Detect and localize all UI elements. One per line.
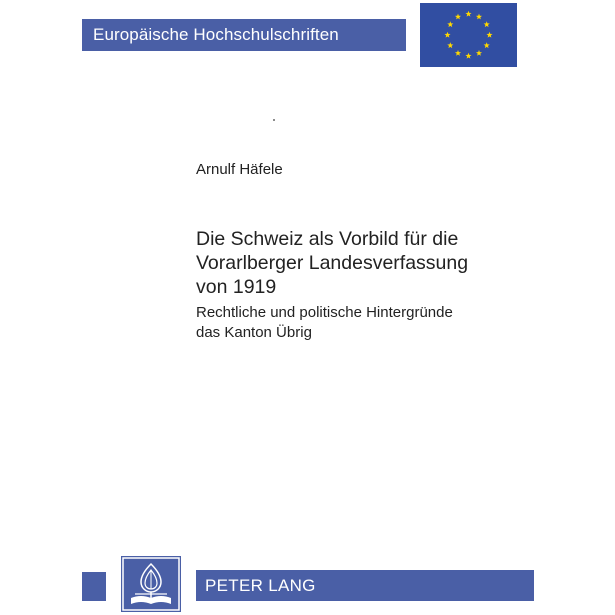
publisher-logo (121, 556, 181, 612)
author-name: Arnulf Häfele (196, 161, 283, 178)
eu-star-icon (455, 50, 461, 56)
eu-stars-icon (420, 3, 517, 67)
decorative-block (82, 572, 106, 601)
book-subtitle-line-2: das Kanton Übrig (196, 324, 312, 341)
book-title-line-2: Vorarlberger Landesverfassung (196, 252, 469, 274)
eu-star-icon (444, 32, 450, 38)
book-subtitle (196, 303, 526, 343)
eu-star-icon (476, 14, 482, 20)
eu-star-icon (484, 42, 490, 48)
book-title-line-1: Die Schweiz als Vorbild für die (196, 228, 459, 250)
eu-flag-icon (420, 3, 517, 67)
eu-star-icon (455, 14, 461, 20)
eu-star-icon (465, 53, 471, 59)
eu-star-icon (447, 21, 453, 27)
eu-star-icon (484, 21, 490, 27)
eu-star-icon (486, 32, 492, 38)
publisher-logo-icon (121, 556, 181, 612)
book-title (196, 227, 526, 299)
series-title: Europäische Hochschulschriften (93, 25, 339, 44)
book-subtitle-line-1: Rechtliche und politische Hintergründe (196, 304, 453, 321)
eu-star-icon (476, 50, 482, 56)
book-title-line-3: von 1919 (196, 276, 277, 298)
publisher-name: PETER LANG (205, 576, 316, 595)
eu-star-icon (447, 42, 453, 48)
eu-star-icon (465, 11, 471, 17)
dot-mark (273, 119, 275, 121)
